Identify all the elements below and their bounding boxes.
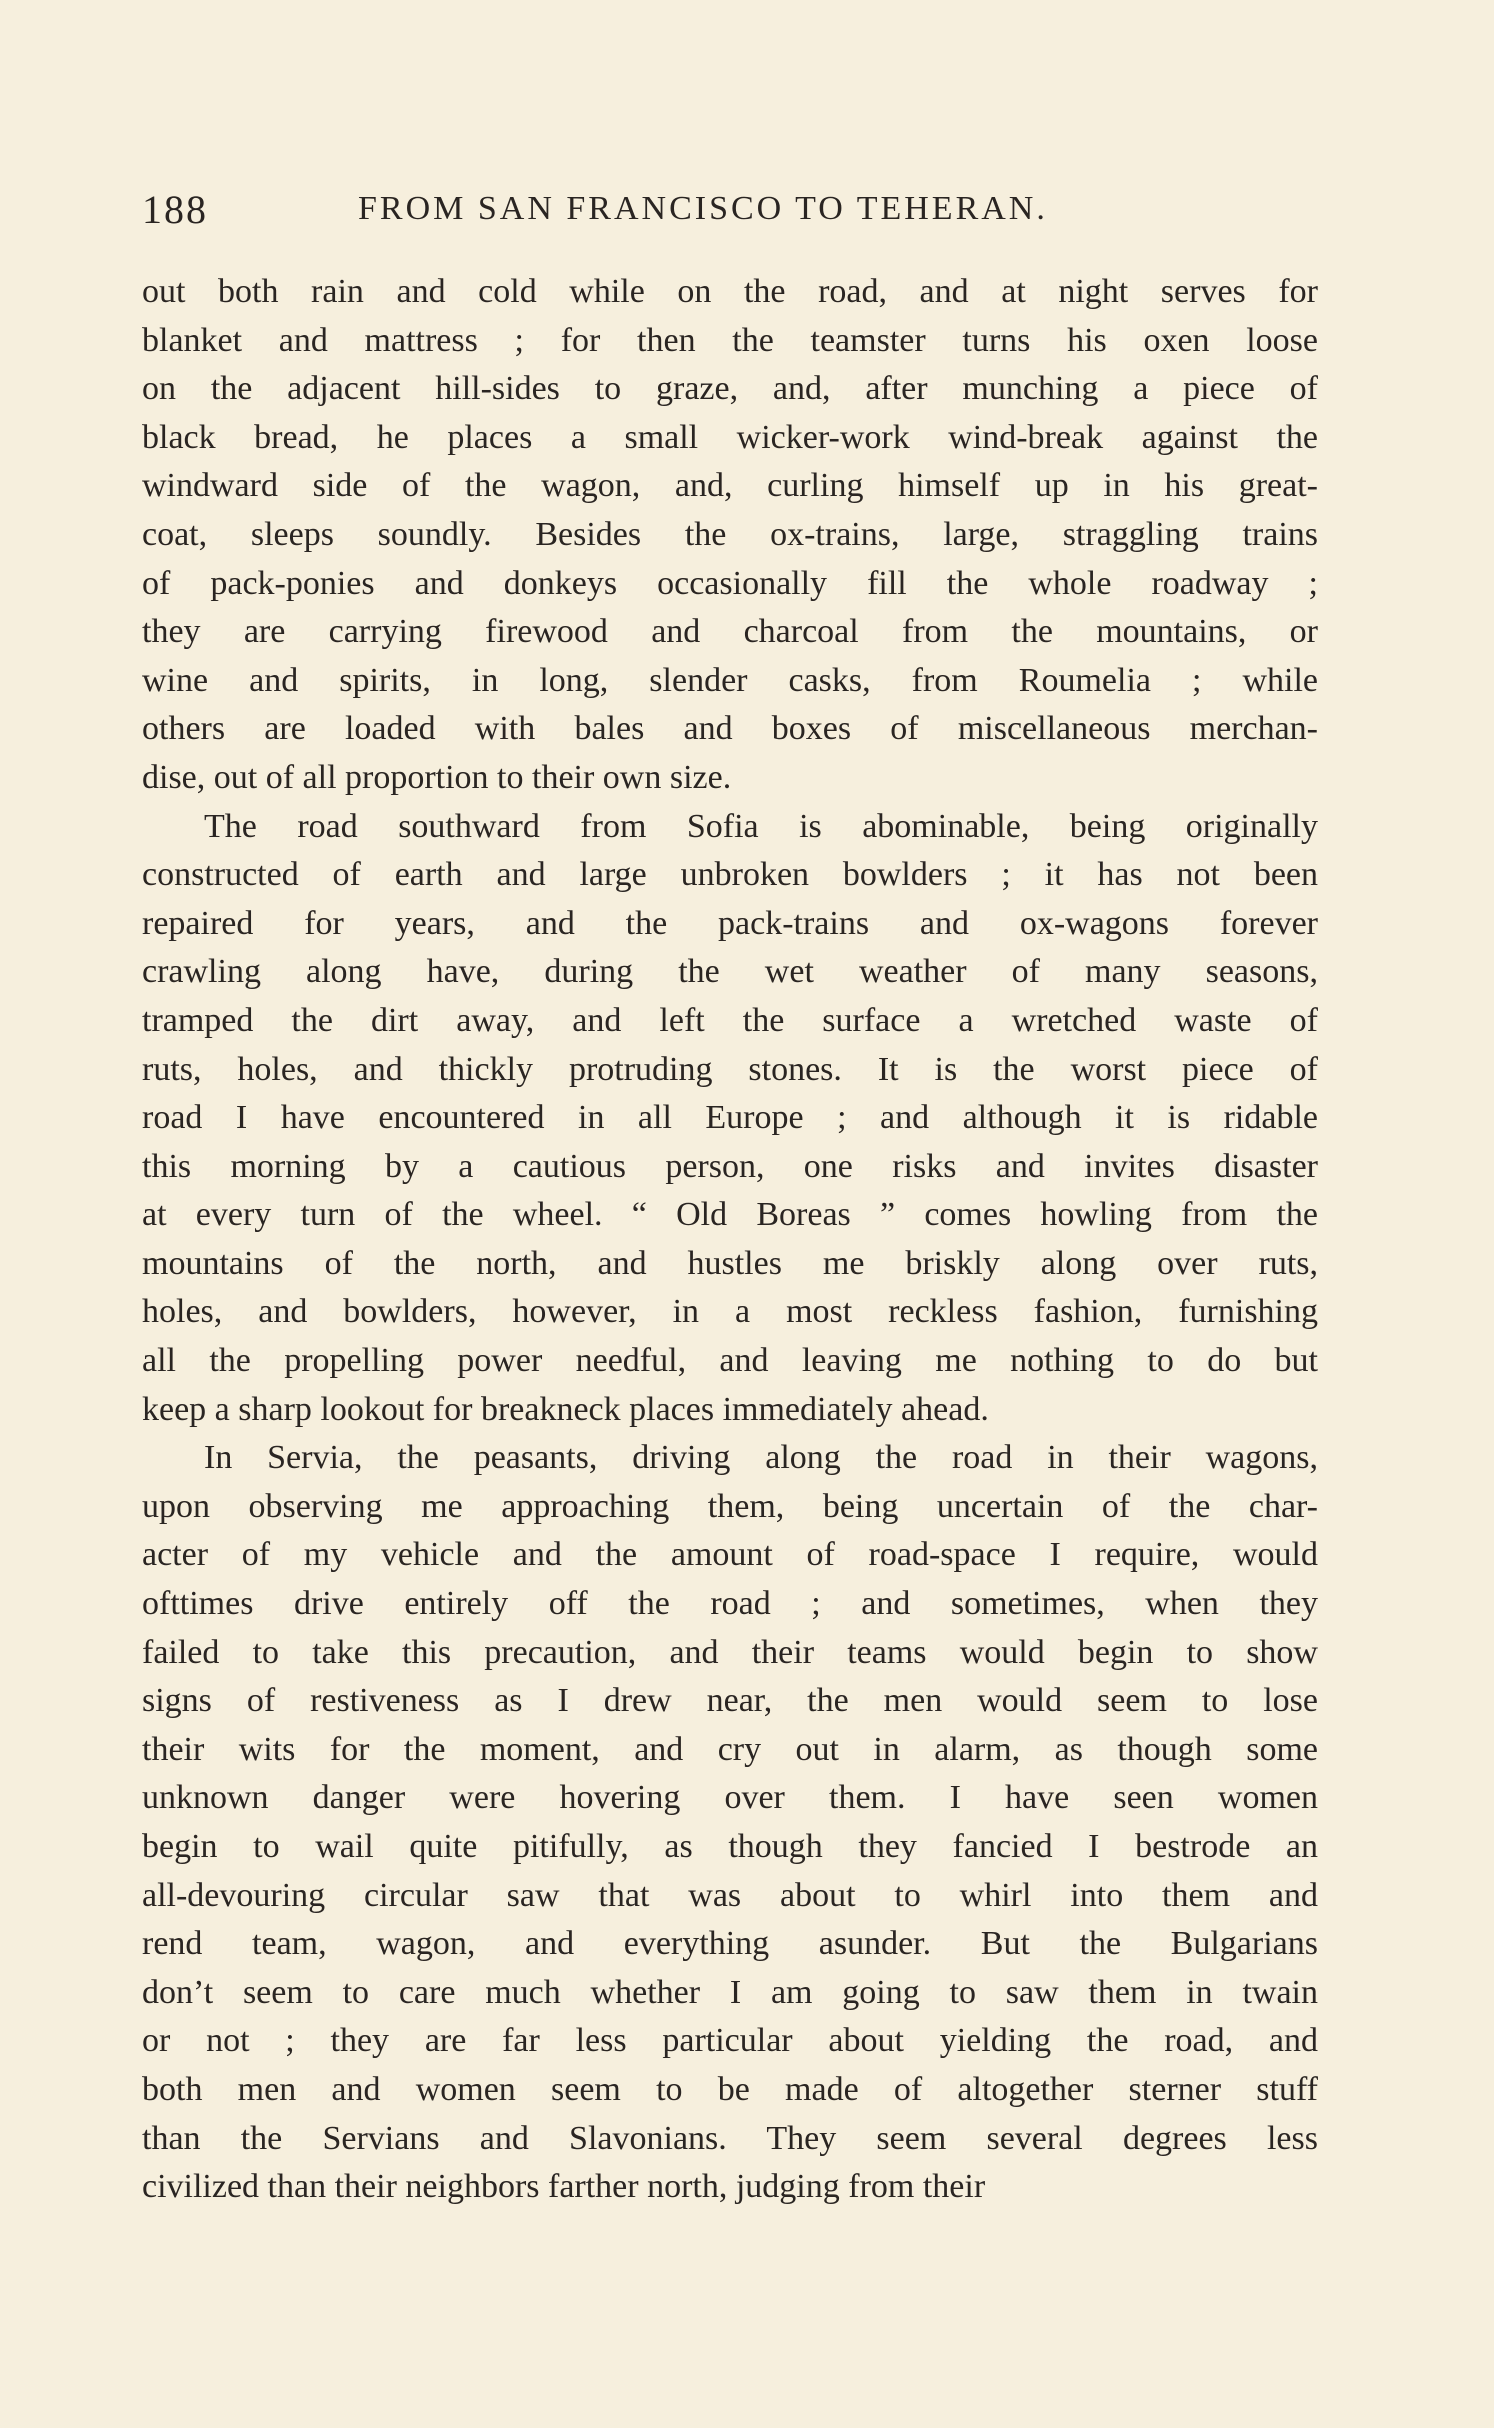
text-line: rend team, wagon, and everything asunder. But the Bulgarians <box>142 1925 1318 1963</box>
body-text <box>142 268 1318 2212</box>
text-line: or not ; they are far less particular about yielding the road, and <box>142 2022 1318 2060</box>
text-line: In Servia, the peasants, driving along the road in their wagons, <box>204 1439 1318 1477</box>
text-line: civilized than their neighbors farther north, judging from their <box>142 2168 986 2206</box>
text-line: road I have encountered in all Europe ; and although it is ridable <box>142 1099 1318 1137</box>
text-line: all-devouring circular saw that was about to whirl into them and <box>142 1876 1318 1914</box>
text-line: others are loaded with bales and boxes of miscellaneous merchan- <box>142 710 1318 748</box>
text-line: The road southward from Sofia is abominable, being originally <box>204 807 1318 845</box>
text-line: constructed of earth and large unbroken bowlders ; it has not been <box>142 856 1318 894</box>
paragraph <box>142 803 1318 1435</box>
text-line: don’t seem to care much whether I am going to saw them in twain <box>142 1973 1318 2011</box>
text-line: blanket and mattress ; for then the teamster turns his oxen loose <box>142 321 1318 359</box>
text-line: unknown danger were hovering over them. I have seen women <box>142 1779 1318 1817</box>
running-title: FROM SAN FRANCISCO TO TEHERAN. <box>358 190 1048 227</box>
text-line: upon observing me approaching them, being uncertain of the char- <box>142 1487 1318 1525</box>
text-line: than the Servians and Slavonians. They seem several degrees less <box>142 2119 1318 2157</box>
text-line: mountains of the north, and hustles me briskly along over ruts, <box>142 1244 1318 1282</box>
text-line: signs of restiveness as I drew near, the men would seem to lose <box>142 1682 1318 1720</box>
text-line: all the propelling power needful, and leaving me nothing to do but <box>142 1342 1318 1380</box>
text-line: failed to take this precaution, and their teams would begin to show <box>142 1633 1318 1671</box>
text-line: black bread, he places a small wicker-work wind-break against the <box>142 418 1318 456</box>
text-line: their wits for the moment, and cry out in alarm, as though some <box>142 1730 1318 1768</box>
text-line: wine and spirits, in long, slender casks, from Roumelia ; while <box>142 661 1318 699</box>
text-line: holes, and bowlders, however, in a most reckless fashion, furnishing <box>142 1293 1318 1331</box>
text-line: out both rain and cold while on the road, and at night serves for <box>142 273 1318 310</box>
text-line: crawling along have, during the wet weather of many seasons, <box>142 953 1318 991</box>
text-line: dise, out of all proportion to their own size. <box>142 758 732 796</box>
text-line: begin to wail quite pitifully, as though they fancied I bestrode an <box>142 1828 1318 1865</box>
text-line: acter of my vehicle and the amount of road-space I require, would <box>142 1536 1318 1574</box>
text-line: ruts, holes, and thickly protruding stones. It is the worst piece of <box>142 1050 1318 1088</box>
page-number: 188 <box>142 187 208 232</box>
text-line: coat, sleeps soundly. Besides the ox-trains, large, straggling trains <box>142 515 1318 553</box>
paragraph <box>142 268 1318 803</box>
text-line: keep a sharp lookout for breakneck places immediately ahead. <box>142 1390 989 1428</box>
text-line: repaired for years, and the pack-trains and ox-wagons forever <box>142 904 1318 942</box>
text-line: tramped the dirt away, and left the surface a wretched waste of <box>142 1001 1318 1039</box>
text-line: on the adjacent hill-sides to graze, and, after munching a piece of <box>142 370 1318 408</box>
text-line: at every turn of the wheel. “ Old Boreas ” comes howling from the <box>142 1196 1318 1234</box>
text-line: both men and women seem to be made of altogether sterner stuff <box>142 2070 1318 2108</box>
paragraph <box>142 1434 1318 2212</box>
text-line: ofttimes drive entirely off the road ; and sometimes, when they <box>142 1585 1318 1623</box>
text-line: they are carrying firewood and charcoal from the mountains, or <box>142 613 1318 651</box>
text-line: this morning by a cautious person, one risks and invites disaster <box>142 1147 1318 1185</box>
text-line: of pack-ponies and donkeys occasionally fill the whole roadway ; <box>142 564 1318 602</box>
page-header <box>142 180 1322 240</box>
text-line: windward side of the wagon, and, curling himself up in his great- <box>142 467 1318 505</box>
